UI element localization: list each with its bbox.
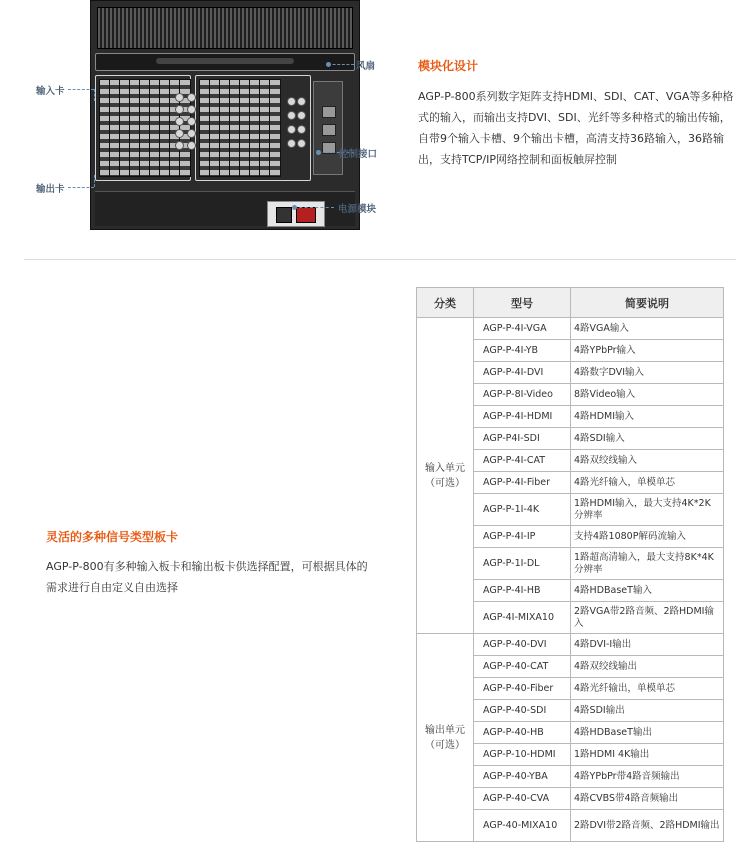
desc-cell: 4路CVBS带4路音频输出 bbox=[571, 788, 724, 810]
bnc-connector bbox=[287, 111, 296, 120]
device-illustration bbox=[28, 0, 388, 240]
desc-cell: 4路数字DVI输入 bbox=[571, 362, 724, 384]
desc-cell: 支持4路1080P解码流输入 bbox=[571, 526, 724, 548]
bnc-connector bbox=[297, 97, 306, 106]
model-cell: AGP-P-1I-4K bbox=[474, 494, 571, 526]
bnc-connector bbox=[187, 105, 196, 114]
model-cell: AGP-P-40-SDI bbox=[474, 700, 571, 722]
bnc-connector bbox=[297, 111, 306, 120]
bnc-connector bbox=[187, 93, 196, 102]
bnc-connector bbox=[187, 117, 196, 126]
model-cell: AGP-P-10-HDMI bbox=[474, 744, 571, 766]
section-divider bbox=[24, 259, 736, 260]
desc-cell: 4路光纤输入，单模单芯 bbox=[571, 472, 724, 494]
model-cell: AGP-P-4I-IP bbox=[474, 526, 571, 548]
model-cell: AGP-P-4I-HB bbox=[474, 580, 571, 602]
bnc-connector bbox=[175, 117, 184, 126]
output-card-slot bbox=[269, 79, 281, 177]
desc-cell: 4路YPbPr输入 bbox=[571, 340, 724, 362]
model-cell: AGP-P-40-Fiber bbox=[474, 678, 571, 700]
model-cell: AGP-4I-MIXA10 bbox=[474, 602, 571, 634]
boards-title: 灵活的多种信号类型板卡 bbox=[46, 530, 179, 544]
model-cell: AGP-P-4I-HDMI bbox=[474, 406, 571, 428]
desc-cell: 4路HDMI输入 bbox=[571, 406, 724, 428]
model-cell: AGP-P4I-SDI bbox=[474, 428, 571, 450]
model-cell: AGP-P-40-CVA bbox=[474, 788, 571, 810]
label-control: 控制接口 bbox=[339, 149, 378, 160]
top-vent bbox=[97, 7, 353, 49]
bnc-connector bbox=[187, 129, 196, 138]
header-desc: 简要说明 bbox=[571, 288, 724, 318]
model-cell: AGP-P-4I-CAT bbox=[474, 450, 571, 472]
bnc-connector bbox=[287, 125, 296, 134]
label-output-card: 输出卡 bbox=[36, 184, 65, 195]
desc-cell: 1路HDMI 4K输出 bbox=[571, 744, 724, 766]
desc-cell: 4路YPbPr带4路音频输出 bbox=[571, 766, 724, 788]
fan-bar bbox=[95, 53, 355, 71]
bnc-connector bbox=[175, 141, 184, 150]
bnc-connector bbox=[187, 141, 196, 150]
desc-cell: 4路光纤输出，单模单芯 bbox=[571, 678, 724, 700]
model-cell: AGP-P-4I-Fiber bbox=[474, 472, 571, 494]
desc-cell: 4路双绞线输出 bbox=[571, 656, 724, 678]
table-row bbox=[417, 634, 724, 656]
bnc-connector bbox=[175, 129, 184, 138]
category-cell: 输入单元（可选） bbox=[417, 318, 474, 634]
desc-cell: 1路超高清输入，最大支持8K*4K分辨率 bbox=[571, 548, 724, 580]
table-header-row bbox=[417, 288, 724, 318]
model-cell: AGP-40-MIXA10 bbox=[474, 810, 571, 842]
desc-cell: 4路HDBaseT输出 bbox=[571, 722, 724, 744]
desc-cell: 4路HDBaseT输入 bbox=[571, 580, 724, 602]
bnc-connector bbox=[297, 125, 306, 134]
model-cell: AGP-P-4I-DVI bbox=[474, 362, 571, 384]
model-cell: AGP-P-40-CAT bbox=[474, 656, 571, 678]
desc-cell: 8路Video输入 bbox=[571, 384, 724, 406]
control-panel bbox=[313, 81, 343, 175]
label-power: 电源模块 bbox=[338, 204, 377, 215]
label-fan: 风扇 bbox=[356, 61, 376, 72]
bnc-connector bbox=[175, 93, 184, 102]
modular-title: 模块化设计 bbox=[418, 59, 479, 73]
model-cell: AGP-P-40-HB bbox=[474, 722, 571, 744]
model-cell: AGP-P-1I-DL bbox=[474, 548, 571, 580]
category-cell: 输出单元（可选） bbox=[417, 634, 474, 842]
bnc-connector bbox=[175, 105, 184, 114]
desc-cell: 4路SDI输入 bbox=[571, 428, 724, 450]
model-cell: AGP-P-4I-YB bbox=[474, 340, 571, 362]
bnc-connector bbox=[297, 139, 306, 148]
desc-cell: 1路HDMI输入，最大支持4K*2K分辨率 bbox=[571, 494, 724, 526]
model-cell: AGP-P-8I-Video bbox=[474, 384, 571, 406]
table-row bbox=[417, 318, 724, 340]
model-cell: AGP-P-40-DVI bbox=[474, 634, 571, 656]
boards-text: AGP-P-800有多种输入板卡和输出板卡供选择配置，可根据具体的需求进行自由定义自由选择 bbox=[46, 560, 368, 594]
header-model: 型号 bbox=[474, 288, 571, 318]
model-cell: AGP-P-4I-VGA bbox=[474, 318, 571, 340]
model-cell: AGP-P-40-YBA bbox=[474, 766, 571, 788]
desc-cell: 2路VGA带2路音频、2路HDMI输入 bbox=[571, 602, 724, 634]
bnc-connector bbox=[287, 139, 296, 148]
spec-table bbox=[416, 287, 724, 842]
desc-cell: 4路SDI输出 bbox=[571, 700, 724, 722]
desc-cell: 2路DVI带2路音频、2路HDMI输出 bbox=[571, 810, 724, 842]
chassis-image bbox=[90, 0, 360, 230]
header-category: 分类 bbox=[417, 288, 474, 318]
desc-cell: 4路VGA输入 bbox=[571, 318, 724, 340]
desc-cell: 4路双绞线输入 bbox=[571, 450, 724, 472]
modular-text: AGP-P-800系列数字矩阵支持HDMI、SDI、CAT、VGA等多种格式的输入，而输出支持DVI、SDI、光纤等多种格式的输出传输，自带9个输入卡槽、9个输出卡槽，高清支持36路输入，36路输出，支持TCP/IP网络控制和面板触屏控制 bbox=[418, 90, 734, 166]
bnc-connector bbox=[287, 97, 296, 106]
label-input-card: 输入卡 bbox=[36, 86, 65, 97]
desc-cell: 4路DVI-I输出 bbox=[571, 634, 724, 656]
